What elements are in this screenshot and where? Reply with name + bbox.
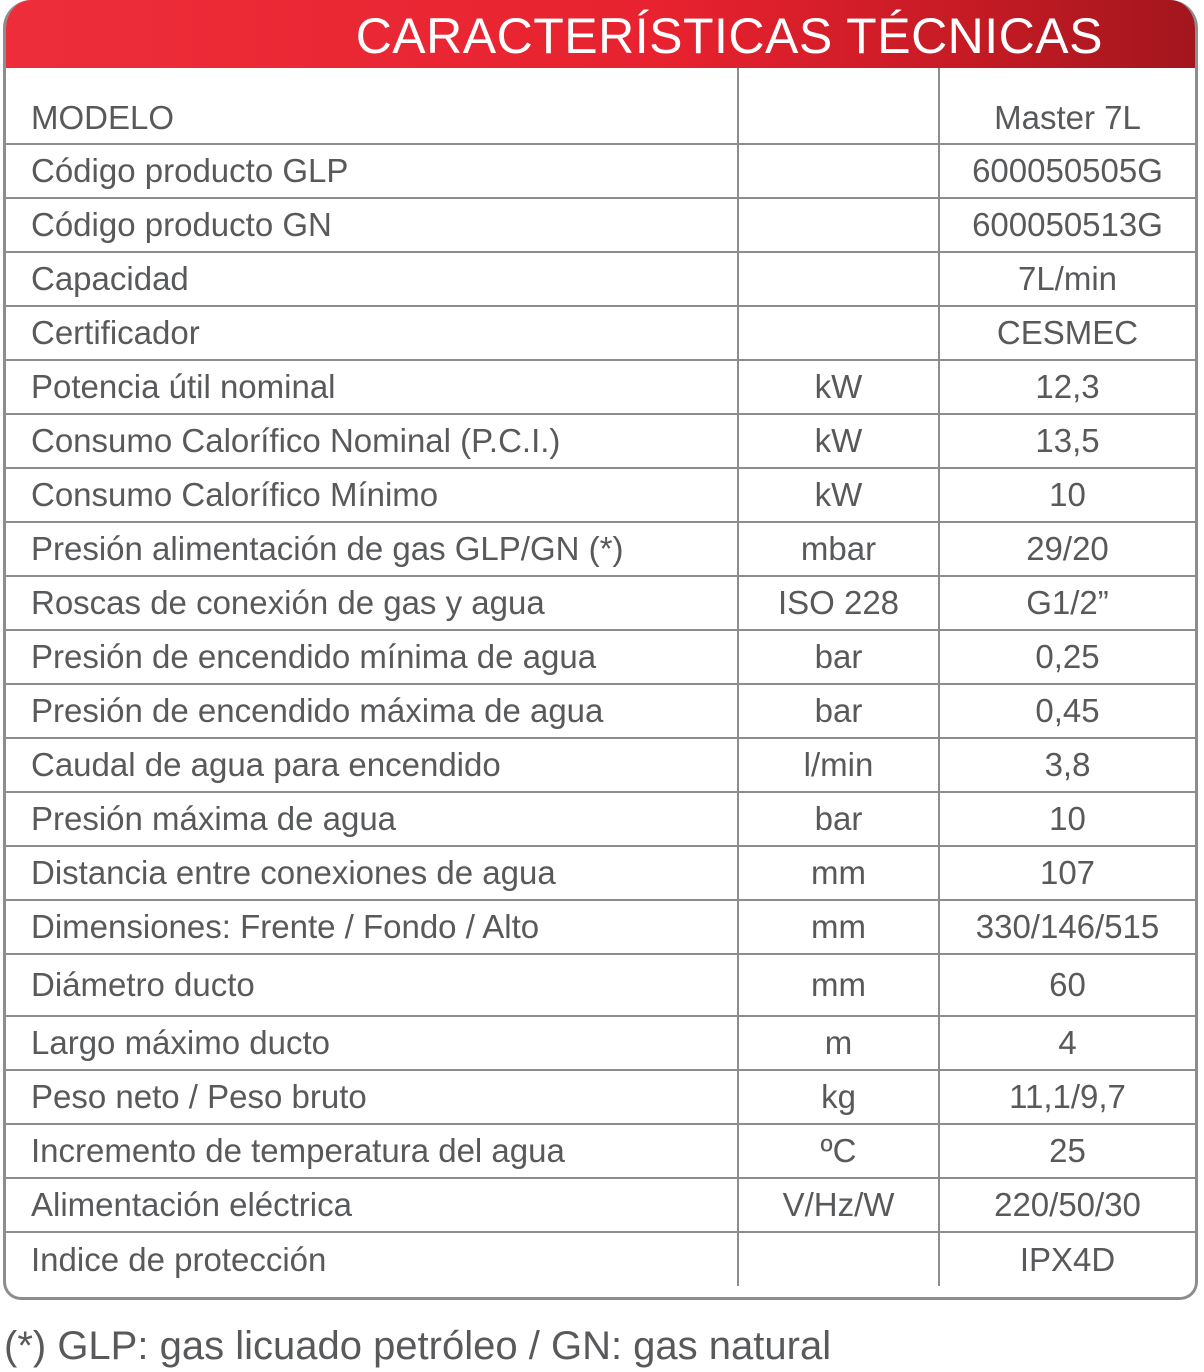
spec-value: CESMEC — [939, 306, 1195, 360]
table-row — [6, 1232, 1195, 1286]
spec-value: IPX4D — [939, 1232, 1195, 1286]
spec-label: Caudal de agua para encendido — [6, 738, 738, 792]
table-row — [6, 900, 1195, 954]
table-row — [6, 468, 1195, 522]
spec-label: Presión de encendido mínima de agua — [6, 630, 738, 684]
spec-table — [6, 68, 1195, 1286]
spec-unit: bar — [738, 630, 939, 684]
spec-label: Distancia entre conexiones de agua — [6, 846, 738, 900]
spec-unit — [738, 306, 939, 360]
spec-table-body — [6, 68, 1195, 1286]
spec-label: Diámetro ducto — [6, 954, 738, 1016]
spec-value: 10 — [939, 468, 1195, 522]
spec-unit — [738, 1232, 939, 1286]
table-row — [6, 630, 1195, 684]
spec-value: 600050505G — [939, 144, 1195, 198]
spec-value: 4 — [939, 1016, 1195, 1070]
spec-unit: l/min — [738, 738, 939, 792]
spec-unit: mbar — [738, 522, 939, 576]
spec-unit: bar — [738, 792, 939, 846]
spec-unit: mm — [738, 900, 939, 954]
table-row — [6, 198, 1195, 252]
spec-label: Alimentación eléctrica — [6, 1178, 738, 1232]
spec-value: G1/2” — [939, 576, 1195, 630]
spec-unit: ISO 228 — [738, 576, 939, 630]
spec-value: 600050513G — [939, 198, 1195, 252]
spec-label: Código producto GLP — [6, 144, 738, 198]
spec-label: Dimensiones: Frente / Fondo / Alto — [6, 900, 738, 954]
footnote: (*) GLP: gas licuado petróleo / GN: gas natural — [4, 1324, 832, 1368]
spec-unit — [738, 252, 939, 306]
table-row — [6, 954, 1195, 1016]
spec-value: 12,3 — [939, 360, 1195, 414]
table-row — [6, 576, 1195, 630]
table-row — [6, 1178, 1195, 1232]
spec-label: Capacidad — [6, 252, 738, 306]
spec-unit: kW — [738, 360, 939, 414]
spec-unit: mm — [738, 846, 939, 900]
spec-unit: V/Hz/W — [738, 1178, 939, 1232]
table-row — [6, 360, 1195, 414]
table-row — [6, 1070, 1195, 1124]
header-title: CARACTERÍSTICAS TÉCNICAS — [355, 8, 1103, 64]
table-row — [6, 522, 1195, 576]
table-row — [6, 68, 1195, 144]
table-row — [6, 1124, 1195, 1178]
spec-value: 0,25 — [939, 630, 1195, 684]
spec-label: Consumo Calorífico Mínimo — [6, 468, 738, 522]
spec-value: 7L/min — [939, 252, 1195, 306]
table-row — [6, 252, 1195, 306]
spec-label: Largo máximo ducto — [6, 1016, 738, 1070]
spec-label: Consumo Calorífico Nominal (P.C.I.) — [6, 414, 738, 468]
spec-label: MODELO — [6, 68, 738, 144]
spec-unit — [738, 144, 939, 198]
spec-label: Potencia útil nominal — [6, 360, 738, 414]
table-row — [6, 684, 1195, 738]
spec-unit: bar — [738, 684, 939, 738]
spec-label: Peso neto / Peso bruto — [6, 1070, 738, 1124]
spec-unit: ºC — [738, 1124, 939, 1178]
table-row — [6, 414, 1195, 468]
spec-label: Indice de protección — [6, 1232, 738, 1286]
spec-value: 3,8 — [939, 738, 1195, 792]
spec-label: Certificador — [6, 306, 738, 360]
spec-unit — [738, 198, 939, 252]
spec-label: Roscas de conexión de gas y agua — [6, 576, 738, 630]
spec-sheet-frame — [3, 0, 1198, 1300]
spec-value: 25 — [939, 1124, 1195, 1178]
table-row — [6, 846, 1195, 900]
table-row — [6, 738, 1195, 792]
spec-value: 0,45 — [939, 684, 1195, 738]
spec-unit: kW — [738, 414, 939, 468]
spec-unit: kW — [738, 468, 939, 522]
spec-value: 330/146/515 — [939, 900, 1195, 954]
table-row — [6, 1016, 1195, 1070]
spec-value: 29/20 — [939, 522, 1195, 576]
spec-label: Presión alimentación de gas GLP/GN (*) — [6, 522, 738, 576]
spec-value: 107 — [939, 846, 1195, 900]
spec-value: 220/50/30 — [939, 1178, 1195, 1232]
spec-label: Presión máxima de agua — [6, 792, 738, 846]
spec-value: 10 — [939, 792, 1195, 846]
spec-label: Presión de encendido máxima de agua — [6, 684, 738, 738]
table-row — [6, 306, 1195, 360]
spec-value: 13,5 — [939, 414, 1195, 468]
table-row — [6, 144, 1195, 198]
spec-value: Master 7L — [994, 99, 1141, 136]
spec-unit: mm — [738, 954, 939, 1016]
header-bar — [6, 0, 1195, 68]
spec-label: Incremento de temperatura del agua — [6, 1124, 738, 1178]
spec-value: 60 — [939, 954, 1195, 1016]
spec-unit — [738, 68, 939, 144]
spec-value: 11,1/9,7 — [939, 1070, 1195, 1124]
spec-unit: m — [738, 1016, 939, 1070]
table-row — [6, 792, 1195, 846]
spec-label: Código producto GN — [6, 198, 738, 252]
spec-unit: kg — [738, 1070, 939, 1124]
